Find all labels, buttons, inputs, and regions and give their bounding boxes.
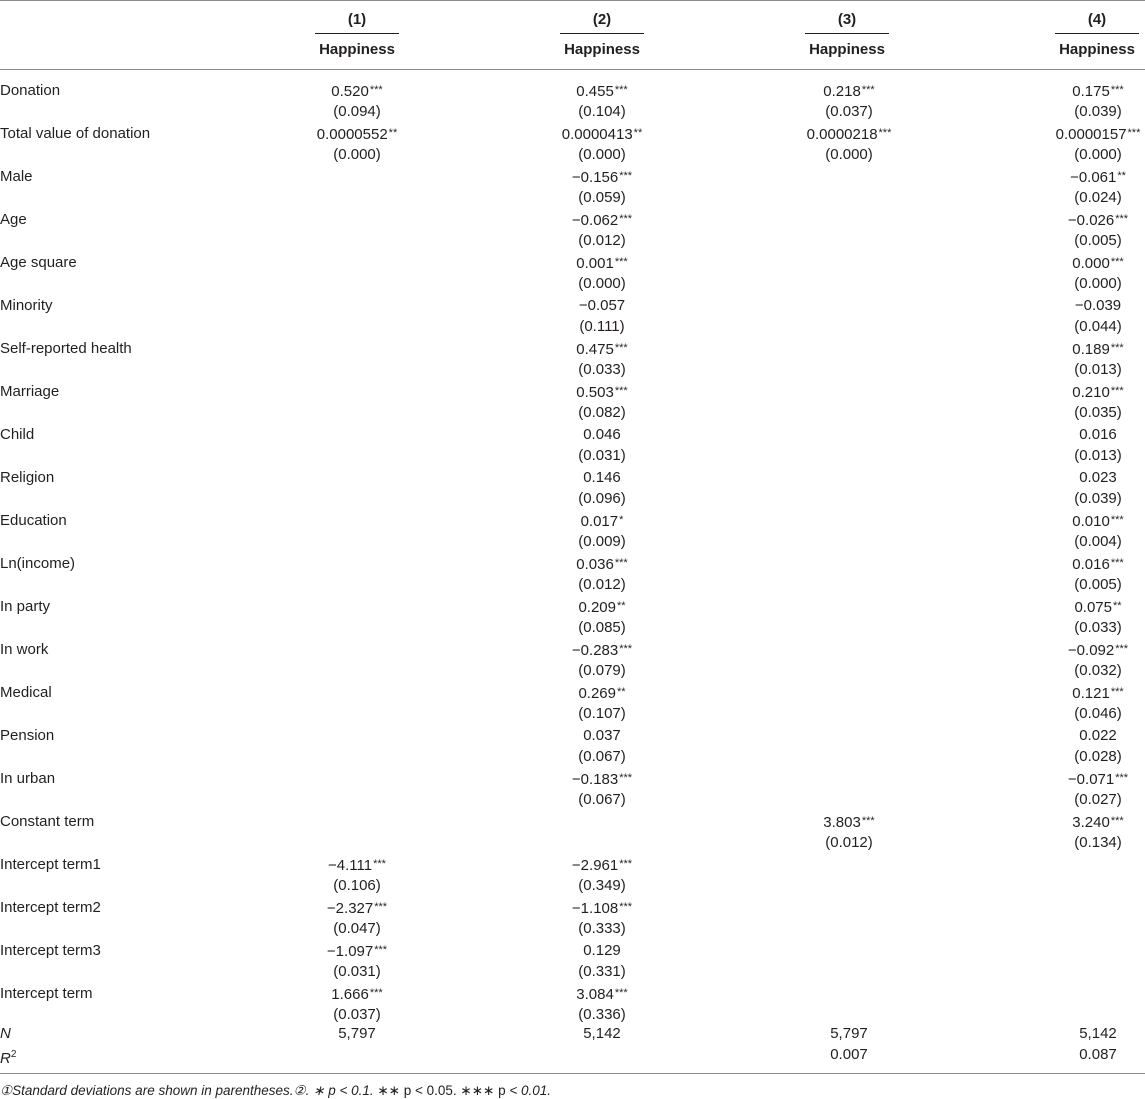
coefficient-estimate: 0.503*** [576, 384, 628, 401]
coefficient-cell [1013, 123, 1145, 165]
coefficient-estimate: 0.0000413** [561, 126, 643, 143]
standard-error: (0.037) [825, 103, 873, 120]
significance-stars: *** [369, 987, 383, 999]
significance-stars: ** [616, 600, 626, 612]
coefficient-cell [517, 295, 687, 337]
standard-error: (0.349) [578, 877, 626, 894]
column-underline [315, 33, 399, 34]
coefficient-estimate: 0.0000218*** [806, 126, 892, 143]
coefficient-estimate: 0.000*** [1072, 255, 1124, 272]
coefficient-estimate: 0.016*** [1072, 556, 1124, 573]
table-row [0, 725, 1145, 768]
significance-stars: *** [861, 84, 875, 96]
coefficient-cell [272, 123, 442, 165]
significance-stars: *** [619, 858, 633, 870]
coefficient-cell [1013, 80, 1145, 122]
n-cell: 5,797 [338, 1025, 376, 1042]
table-row [0, 596, 1145, 639]
table-top-rule [0, 0, 1145, 1]
significance-stars: *** [374, 901, 388, 913]
standard-error: (0.336) [578, 1006, 626, 1023]
significance-stars: ** [633, 127, 643, 139]
standard-error: (0.134) [1074, 834, 1122, 851]
coefficient-estimate: −0.283*** [571, 642, 633, 659]
standard-error: (0.079) [578, 662, 626, 679]
coefficient-cell [1013, 338, 1145, 380]
coefficient-cell [272, 897, 442, 939]
significance-stars: *** [619, 213, 633, 225]
coefficient-cell [1013, 166, 1145, 208]
coefficient-estimate: −0.061** [1070, 169, 1126, 186]
coefficient-cell [764, 811, 934, 853]
coefficient-estimate: −1.108*** [571, 900, 633, 917]
coefficient-cell [517, 596, 687, 638]
standard-error: (0.082) [578, 404, 626, 421]
significance-stars: *** [619, 901, 633, 913]
coefficient-cell [517, 768, 687, 810]
coefficient-cell [517, 209, 687, 251]
standard-error: (0.013) [1074, 447, 1122, 464]
column-underline [560, 33, 644, 34]
row-label: Ln(income) [0, 555, 76, 572]
column-number: (2) [592, 11, 612, 28]
row-label: Education [0, 512, 67, 529]
table-row [0, 553, 1145, 596]
coefficient-estimate: −0.092*** [1067, 642, 1129, 659]
row-label: In party [0, 598, 51, 615]
standard-error: (0.096) [578, 490, 626, 507]
coefficient-estimate: 3.803*** [823, 814, 875, 831]
coefficient-cell [517, 166, 687, 208]
coefficient-cell [1013, 381, 1145, 423]
standard-error: (0.044) [1074, 318, 1122, 335]
row-label: Intercept term3 [0, 942, 101, 959]
standard-error: (0.000) [825, 146, 873, 163]
table-row [0, 940, 1145, 983]
standard-error: (0.012) [578, 576, 626, 593]
coefficient-estimate: −0.183*** [571, 771, 633, 788]
coefficient-estimate: 0.0000552** [316, 126, 398, 143]
coefficient-cell [517, 252, 687, 294]
coefficient-cell [1013, 768, 1145, 810]
column-number: (3) [837, 11, 857, 28]
row-label: N [0, 1025, 11, 1042]
coefficient-estimate: 0.475*** [576, 341, 628, 358]
row-label: Self-reported health [0, 340, 132, 357]
row-label: Donation [0, 82, 61, 99]
significance-stars: *** [1127, 127, 1141, 139]
table-row [0, 639, 1145, 682]
coefficient-cell [1013, 467, 1145, 509]
coefficient-estimate: −0.057 [578, 297, 626, 314]
row-label: Total value of donation [0, 125, 151, 142]
significance-stars: * [619, 514, 624, 526]
coefficient-cell [1013, 252, 1145, 294]
standard-error: (0.094) [333, 103, 381, 120]
row-label: Intercept term2 [0, 899, 101, 916]
table-row [0, 252, 1145, 295]
standard-error: (0.333) [578, 920, 626, 937]
coefficient-estimate: −0.062*** [571, 212, 633, 229]
coefficient-estimate: −1.097*** [326, 943, 388, 960]
coefficient-estimate: 0.129 [583, 942, 621, 959]
row-label: Marriage [0, 383, 60, 400]
standard-error: (0.032) [1074, 662, 1122, 679]
coefficient-cell [517, 682, 687, 724]
table-row [0, 768, 1145, 811]
coefficient-estimate: 0.046 [583, 426, 621, 443]
coefficient-estimate: 0.010*** [1072, 513, 1124, 530]
standard-error: (0.000) [1074, 275, 1122, 292]
standard-error: (0.000) [333, 146, 381, 163]
table-row [0, 811, 1145, 854]
table-row [0, 854, 1145, 897]
significance-stars: *** [1115, 643, 1129, 655]
table-row [0, 897, 1145, 940]
coefficient-estimate: 0.218*** [823, 83, 875, 100]
coefficient-estimate: −0.026*** [1067, 212, 1129, 229]
coefficient-cell [1013, 639, 1145, 681]
table-row [0, 166, 1145, 209]
significance-stars: ** [1112, 600, 1122, 612]
coefficient-estimate: −0.039 [1074, 297, 1122, 314]
row-label: Intercept term [0, 985, 93, 1002]
significance-stars: *** [614, 342, 628, 354]
significance-stars: *** [373, 858, 386, 870]
coefficient-cell [517, 639, 687, 681]
standard-error: (0.047) [333, 920, 381, 937]
coefficient-cell [1013, 295, 1145, 337]
column-header-3 [805, 10, 889, 60]
coefficient-estimate: 0.017* [580, 513, 624, 530]
coefficient-estimate: 3.084*** [576, 986, 628, 1003]
standard-error: (0.000) [578, 146, 626, 163]
coefficient-cell [517, 897, 687, 939]
row-label: Religion [0, 469, 55, 486]
standard-error: (0.031) [578, 447, 626, 464]
table-row-r2 [0, 1044, 1145, 1087]
coefficient-cell [517, 424, 687, 466]
standard-error: (0.012) [825, 834, 873, 851]
row-label: Male [0, 168, 33, 185]
standard-error: (0.037) [333, 1006, 381, 1023]
standard-error: (0.085) [578, 619, 626, 636]
coefficient-estimate: −2.327*** [326, 900, 388, 917]
row-label: Medical [0, 684, 52, 701]
significance-stars: *** [619, 170, 633, 182]
coefficient-estimate: 0.0000157*** [1055, 126, 1141, 143]
standard-error: (0.024) [1074, 189, 1122, 206]
coefficient-estimate: 3.240*** [1072, 814, 1124, 831]
coefficient-estimate: 0.455*** [576, 83, 628, 100]
significance-stars: *** [619, 772, 633, 784]
table-row [0, 467, 1145, 510]
significance-stars: *** [1110, 256, 1124, 268]
coefficient-cell [1013, 725, 1145, 767]
coefficient-cell [1013, 209, 1145, 251]
r2-cell: 0.087 [1079, 1046, 1117, 1063]
coefficient-estimate: −0.071*** [1067, 771, 1129, 788]
table-row [0, 338, 1145, 381]
significance-stars: ** [1117, 170, 1126, 182]
column-underline [1055, 33, 1139, 34]
coefficient-cell [517, 854, 687, 896]
significance-stars: *** [1110, 686, 1124, 698]
standard-error: (0.046) [1074, 705, 1122, 722]
coefficient-estimate: 0.016 [1079, 426, 1117, 443]
coefficient-cell [1013, 553, 1145, 595]
standard-error: (0.012) [578, 232, 626, 249]
significance-stars: *** [614, 84, 628, 96]
column-header-4 [1055, 10, 1139, 60]
significance-stars: *** [1110, 514, 1124, 526]
table-row [0, 424, 1145, 467]
column-dependent-variable: Happiness [319, 41, 395, 58]
coefficient-cell [272, 80, 442, 122]
row-label: Constant term [0, 813, 95, 830]
standard-error: (0.059) [578, 189, 626, 206]
standard-error: (0.028) [1074, 748, 1122, 765]
standard-error: (0.004) [1074, 533, 1122, 550]
standard-error: (0.033) [1074, 619, 1122, 636]
coefficient-cell [517, 725, 687, 767]
header-rule [0, 69, 1145, 70]
coefficient-estimate: −0.156*** [571, 169, 633, 186]
row-label: Age [0, 211, 27, 228]
coefficient-estimate: 0.022 [1079, 727, 1117, 744]
coefficient-cell [517, 123, 687, 165]
column-number: (1) [347, 11, 367, 28]
significance-stars: *** [878, 127, 892, 139]
n-cell: 5,142 [1079, 1025, 1117, 1042]
coefficient-estimate: −4.111*** [328, 857, 386, 874]
coefficient-estimate: 0.520*** [331, 83, 383, 100]
n-cell: 5,142 [583, 1025, 621, 1042]
standard-error: (0.111) [579, 318, 625, 335]
coefficient-cell [517, 381, 687, 423]
column-number: (4) [1087, 11, 1107, 28]
significance-stars: *** [374, 944, 388, 956]
coefficient-estimate: 0.001*** [576, 255, 628, 272]
coefficient-cell [1013, 682, 1145, 724]
table-row [0, 381, 1145, 424]
standard-error: (0.000) [578, 275, 626, 292]
coefficient-cell [272, 854, 442, 896]
table-footnote: ①Standard deviations are shown in parentheses.②. ∗ p < 0.1. ∗∗ p < 0.05. ∗∗∗ p < 0.01. [0, 1083, 552, 1098]
coefficient-cell [517, 80, 687, 122]
coefficient-cell [764, 123, 934, 165]
standard-error: (0.005) [1074, 576, 1122, 593]
standard-error: (0.009) [578, 533, 626, 550]
significance-stars: *** [1110, 84, 1124, 96]
coefficient-cell [764, 80, 934, 122]
row-label: $R^2$ [0, 1049, 17, 1067]
coefficient-estimate: 0.037 [583, 727, 621, 744]
coefficient-cell [517, 553, 687, 595]
coefficient-cell [1013, 424, 1145, 466]
row-label: In work [0, 641, 49, 658]
significance-stars: *** [614, 385, 628, 397]
significance-stars: *** [1110, 557, 1124, 569]
row-label: Age square [0, 254, 77, 271]
standard-error: (0.013) [1074, 361, 1122, 378]
column-underline [805, 33, 889, 34]
coefficient-cell [1013, 811, 1145, 853]
coefficient-estimate: 0.210*** [1072, 384, 1124, 401]
standard-error: (0.005) [1074, 232, 1122, 249]
significance-stars: ** [616, 686, 626, 698]
coefficient-estimate: 0.023 [1079, 469, 1117, 486]
column-header-2 [560, 10, 644, 60]
row-label: In urban [0, 770, 56, 787]
coefficient-estimate: 0.189*** [1072, 341, 1124, 358]
column-dependent-variable: Happiness [564, 41, 640, 58]
standard-error: (0.104) [578, 103, 626, 120]
coefficient-cell [1013, 596, 1145, 638]
standard-error: (0.033) [578, 361, 626, 378]
standard-error: (0.000) [1074, 146, 1122, 163]
coefficient-cell [517, 983, 687, 1025]
row-label: Minority [0, 297, 53, 314]
coefficient-cell [517, 338, 687, 380]
coefficient-cell [272, 983, 442, 1025]
n-cell: 5,797 [830, 1025, 868, 1042]
standard-error: (0.331) [578, 963, 626, 980]
column-dependent-variable: Happiness [1059, 41, 1135, 58]
coefficient-estimate: 0.175*** [1072, 83, 1124, 100]
table-row [0, 209, 1145, 252]
coefficient-estimate: 0.075** [1074, 599, 1122, 616]
table-row [0, 123, 1145, 166]
significance-stars: *** [1115, 772, 1129, 784]
significance-stars: *** [369, 84, 383, 96]
table-row [0, 682, 1145, 725]
significance-stars: *** [619, 643, 633, 655]
standard-error: (0.035) [1074, 404, 1122, 421]
row-label: Child [0, 426, 35, 443]
coefficient-estimate: −2.961*** [571, 857, 633, 874]
coefficient-estimate: 0.121*** [1072, 685, 1124, 702]
table-row [0, 80, 1145, 123]
standard-error: (0.067) [578, 748, 626, 765]
significance-stars: *** [1115, 213, 1129, 225]
column-dependent-variable: Happiness [809, 41, 885, 58]
standard-error: (0.031) [333, 963, 381, 980]
significance-stars: *** [614, 256, 628, 268]
coefficient-cell [517, 940, 687, 982]
coefficient-estimate: 0.209** [578, 599, 626, 616]
significance-stars: *** [1110, 342, 1124, 354]
significance-stars: *** [614, 987, 628, 999]
standard-error: (0.039) [1074, 490, 1122, 507]
standard-error: (0.107) [578, 705, 626, 722]
table-row [0, 295, 1145, 338]
row-label: Pension [0, 727, 55, 744]
table-row [0, 510, 1145, 553]
standard-error: (0.027) [1074, 791, 1122, 808]
significance-stars: *** [1110, 385, 1124, 397]
standard-error: (0.106) [333, 877, 381, 894]
coefficient-estimate: 0.269** [578, 685, 626, 702]
standard-error: (0.067) [578, 791, 626, 808]
coefficient-estimate: 0.036*** [576, 556, 628, 573]
coefficient-cell [517, 510, 687, 552]
significance-stars: *** [614, 557, 628, 569]
coefficient-estimate: 0.146 [583, 469, 621, 486]
column-header-1 [315, 10, 399, 60]
standard-error: (0.039) [1074, 103, 1122, 120]
coefficient-estimate: 1.666*** [331, 986, 383, 1003]
significance-stars: ** [388, 127, 398, 139]
table-row [0, 983, 1145, 1026]
significance-stars: *** [861, 815, 875, 827]
row-label: Intercept term1 [0, 856, 101, 873]
r2-cell: 0.007 [830, 1046, 868, 1063]
coefficient-cell [272, 940, 442, 982]
coefficient-cell [1013, 510, 1145, 552]
significance-stars: *** [1110, 815, 1124, 827]
table-bottom-rule [0, 1073, 1145, 1074]
coefficient-cell [517, 467, 687, 509]
